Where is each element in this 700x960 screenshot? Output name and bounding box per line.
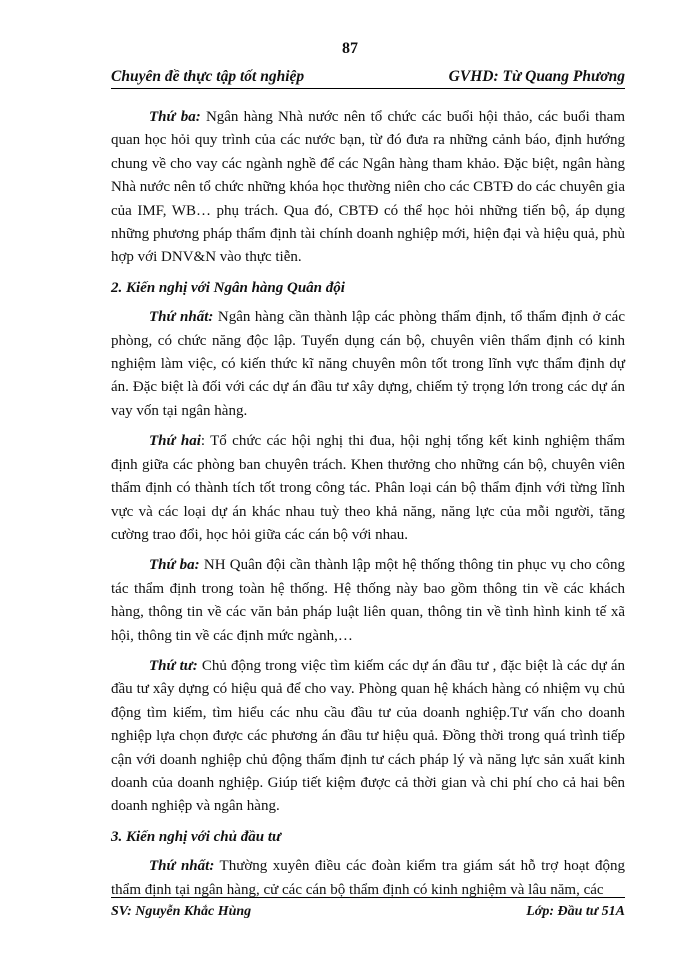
paragraph xyxy=(111,655,625,819)
paragraph-text: Chủ động trong việc tìm kiếm các dự án đầu tư , đặc biệt là các dự án đầu tư xây dựng có hiệu quả để cho vay. Phòng quan hệ khách hàng có nhiệm vụ chủ động tìm kiếm, tìm hiểu các nhu cầu đầu tư của doanh nghiệp.Tư vấn cho doanh nghiệp lựa chọn được các phương án đầu tư hiệu quả. Đồng thời trong quá trình tiếp cận với doanh nghiệp chủ động thẩm định tư cách pháp lý và năng lực sản xuất kinh doanh của doanh nghiệp. Giúp tiết kiệm được cả thời gian và chi phí cho cả hai bên doanh nghiệp và ngân hàng. xyxy=(111,657,625,815)
paragraph-text: Thường xuyên điều các đoàn kiểm tra giám sát hỗ trợ hoạt động thẩm định tại ngân hàng, cử các cán bộ thẩm định có kinh nghiệm và lâu năm, các xyxy=(111,858,625,898)
section-heading: 3. Kiến nghị với chủ đầu tư xyxy=(111,828,281,845)
paragraph-lead: Thứ tư: xyxy=(149,657,198,674)
footer-student: SV: Nguyễn Khắc Hùng xyxy=(111,904,252,919)
section-heading: 2. Kiến nghị với Ngân hàng Quân đội xyxy=(111,279,345,296)
footer-class: Lớp: Đầu tư 51A xyxy=(526,904,625,919)
paragraph xyxy=(111,430,625,547)
page-number: 87 xyxy=(342,40,358,57)
paragraph-text: : Tổ chức các hội nghị thi đua, hội nghị tổng kết kinh nghiệm thẩm định giữa các phòng ban chuyên trách. Khen thưởng cho những cán bộ, chuyên viên thẩm định có thành tích tốt trong công tác. Phân loại cán bộ thẩm định với từng lĩnh vực và các loại dự án khác nhau tuỳ theo khả năng, năng lực của mỗi người, tăng cường trao đổi, học hỏi giữa các cán bộ với nhau. xyxy=(111,433,625,543)
paragraph-lead: Thứ nhất: xyxy=(149,858,215,875)
document-body xyxy=(111,106,625,909)
page-header xyxy=(111,68,625,89)
paragraph-lead: Thứ ba: xyxy=(149,109,201,125)
paragraph xyxy=(111,306,625,423)
paragraph-lead: Thứ ba: xyxy=(149,557,200,574)
header-supervisor: GVHD: Từ Quang Phương xyxy=(448,68,625,85)
paragraph-lead: Thứ nhất: xyxy=(149,309,214,326)
paragraph xyxy=(111,554,625,648)
paragraph-text: NH Quân đội cần thành lập một hệ thống thông tin phục vụ cho công tác thẩm định trong toàn hệ thống. Hệ thống này bao gồm thông tin về các khách hàng, thông tin về các văn bản pháp luật liên quan, thông tin về tình hình kinh tế xã hội, thông tin về các định mức ngành,… xyxy=(111,557,625,644)
paragraph-text: Ngân hàng cần thành lập các phòng thẩm định, tổ thẩm định ở các phòng, có chức năng độc lập. Tuyển dụng cán bộ, chuyên viên thẩm định có kinh nghiệm làm việc, có kiến thức kĩ năng chuyên môn tốt trong lĩnh vực thẩm định dự án. Đặc biệt là đối với các dự án đầu tư xây dựng, chiếm tỷ trọng lớn trong các dự án vay vốn tại ngân hàng. xyxy=(111,309,625,419)
header-title: Chuyên đề thực tập tốt nghiệp xyxy=(111,68,305,85)
paragraph xyxy=(111,855,625,902)
paragraph xyxy=(111,106,625,270)
page-footer xyxy=(111,897,625,919)
paragraph-text: Ngân hàng Nhà nước nên tổ chức các buổi hội thảo, các buổi tham quan học hỏi quy trình của các nước bạn, từ đó đưa ra những cảnh báo, định hướng chung về cho vay các ngành nghề để các Ngân hàng tham khảo. Đặc biệt, ngân hàng Nhà nước nên tổ chức những khóa học thường niên cho các CBTĐ do các chuyên gia của IMF, WB… phụ trách. Qua đó, CBTĐ có thể học hỏi những tiến bộ, áp dụng những phương pháp thẩm định tài chính doanh nghiệp mới, hiện đại và hiệu quả, phù hợp với DNV&N vào thực tiễn. xyxy=(111,109,625,266)
paragraph-lead: Thứ hai xyxy=(149,433,201,450)
